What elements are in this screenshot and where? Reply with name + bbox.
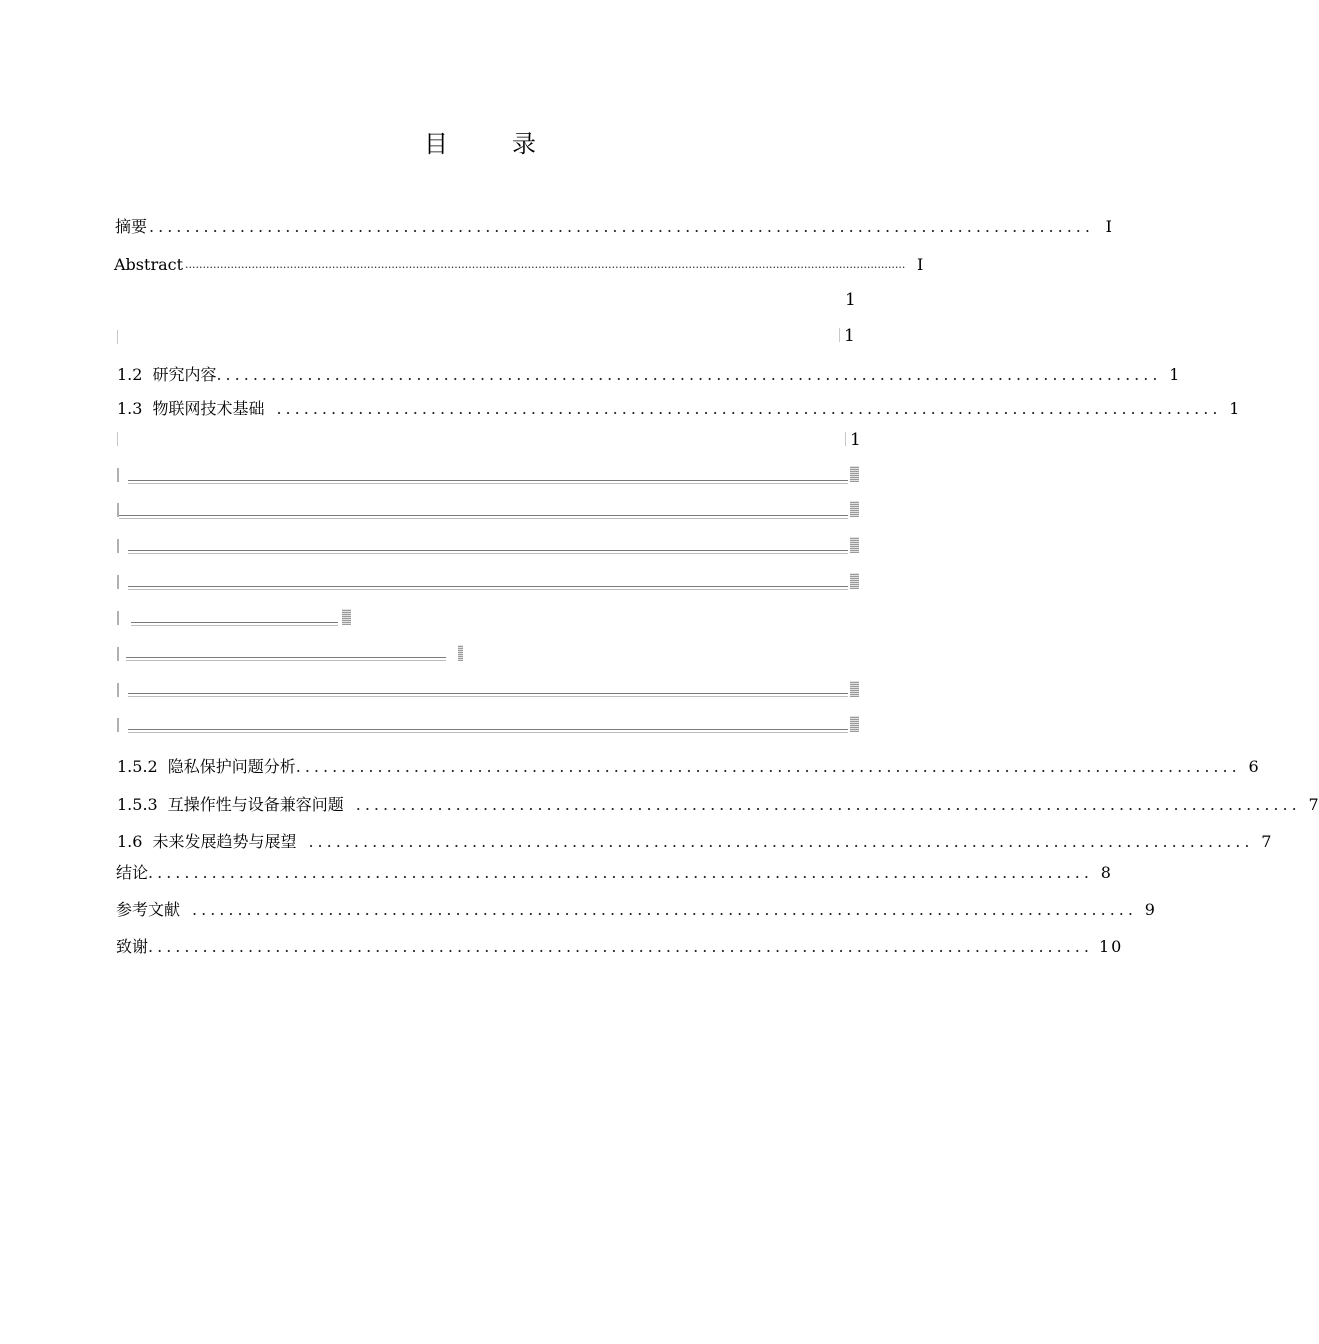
toc-entry-page: I	[916, 255, 924, 274]
toc-entry-label: 致谢	[116, 937, 149, 956]
toc-leader: ........................................................................................................	[149, 217, 1094, 236]
toc-entry-references[interactable]	[116, 897, 1155, 921]
toc-entry-abstract-en[interactable]	[114, 252, 924, 276]
toc-entry-page: 1	[1169, 365, 1180, 384]
garbled-leader	[128, 693, 848, 697]
toc-leader: ........................................................................................................	[148, 937, 1093, 956]
toc-entry-label: 未来发展趋势与展望	[152, 832, 297, 851]
toc-entry-page: 10	[1098, 937, 1124, 956]
toc-entry-label: 参考文献	[116, 900, 181, 919]
toc-entry-page: 6	[1248, 757, 1259, 776]
toc-entry-number: 1.3	[117, 399, 143, 418]
toc-leader: ........................................................................................................	[295, 757, 1241, 776]
toc-entry-1-2[interactable]	[117, 362, 1180, 386]
garbled-page-number	[850, 573, 859, 589]
toc-entry-label: 研究内容	[152, 365, 217, 384]
toc-entry-abstract-cn[interactable]	[115, 214, 1112, 238]
garbled-leader	[131, 622, 338, 626]
toc-leader: ........................................................................................................	[148, 863, 1093, 882]
faint-mark	[117, 330, 118, 344]
garbled-page-number	[850, 501, 859, 517]
toc-leader: ..............................................................................................................................................................................................................	[185, 258, 906, 271]
toc-entry-page: 7	[1308, 795, 1319, 814]
faint-mark	[839, 328, 840, 342]
garbled-mark	[117, 718, 119, 732]
toc-entry-number: 1.5.3	[117, 795, 158, 814]
toc-entry-1-5-2[interactable]	[117, 754, 1259, 778]
garbled-leader	[119, 515, 848, 519]
garbled-page-number	[850, 466, 859, 482]
toc-entry-page: 7	[1261, 832, 1272, 851]
toc-entry-1-6[interactable]	[117, 829, 1272, 853]
toc-entry-acknowledgements[interactable]	[116, 934, 1124, 958]
toc-entry-number: 1.5.2	[117, 757, 158, 776]
toc-entry-label: 隐私保护问题分析	[167, 757, 296, 776]
garbled-mark	[117, 575, 119, 589]
faint-mark	[845, 432, 846, 446]
toc-entry-1-5-3[interactable]	[117, 792, 1319, 816]
toc-entry-page: 9	[1144, 900, 1155, 919]
garbled-page-number	[850, 681, 859, 697]
toc-entry-label: 物联网技术基础	[152, 399, 265, 418]
toc-page-number: 1	[844, 326, 855, 346]
garbled-mark	[117, 611, 119, 625]
garbled-leader	[128, 729, 848, 733]
garbled-page-number	[458, 645, 463, 661]
toc-entry-page: I	[1105, 217, 1112, 236]
toc-entry-number: 1.6	[117, 832, 143, 851]
toc-entry-label: Abstract	[114, 255, 184, 274]
garbled-leader	[128, 480, 848, 484]
garbled-leader	[128, 550, 848, 554]
toc-page-number: 1	[850, 430, 861, 450]
toc-entry-1-3[interactable]	[117, 396, 1240, 420]
garbled-page-number	[342, 609, 351, 625]
garbled-mark	[117, 683, 119, 697]
toc-entry-label: 互操作性与设备兼容问题	[167, 795, 344, 814]
toc-page-number: 1	[845, 290, 856, 310]
toc-leader: ........................................................................................................	[308, 832, 1254, 851]
toc-entry-page: 8	[1100, 863, 1111, 882]
faint-mark	[117, 432, 118, 446]
toc-leader: ........................................................................................................	[276, 399, 1222, 418]
garbled-mark	[117, 468, 119, 482]
garbled-page-number	[850, 716, 859, 732]
toc-leader: ........................................................................................................	[216, 365, 1162, 384]
toc-entry-label: 摘要	[115, 217, 148, 236]
toc-entry-page: 1	[1229, 399, 1240, 418]
garbled-mark	[117, 539, 119, 553]
garbled-leader	[128, 586, 848, 590]
toc-entry-number: 1.2	[117, 365, 143, 384]
garbled-leader	[126, 657, 446, 661]
toc-entry-conclusion[interactable]	[116, 860, 1111, 884]
garbled-page-number	[850, 537, 859, 553]
toc-leader: ........................................................................................................	[192, 900, 1137, 919]
toc-entry-label: 结论	[116, 863, 149, 882]
toc-leader: ........................................................................................................	[355, 795, 1301, 814]
garbled-mark	[117, 647, 119, 661]
toc-title: 目 录	[424, 130, 556, 158]
